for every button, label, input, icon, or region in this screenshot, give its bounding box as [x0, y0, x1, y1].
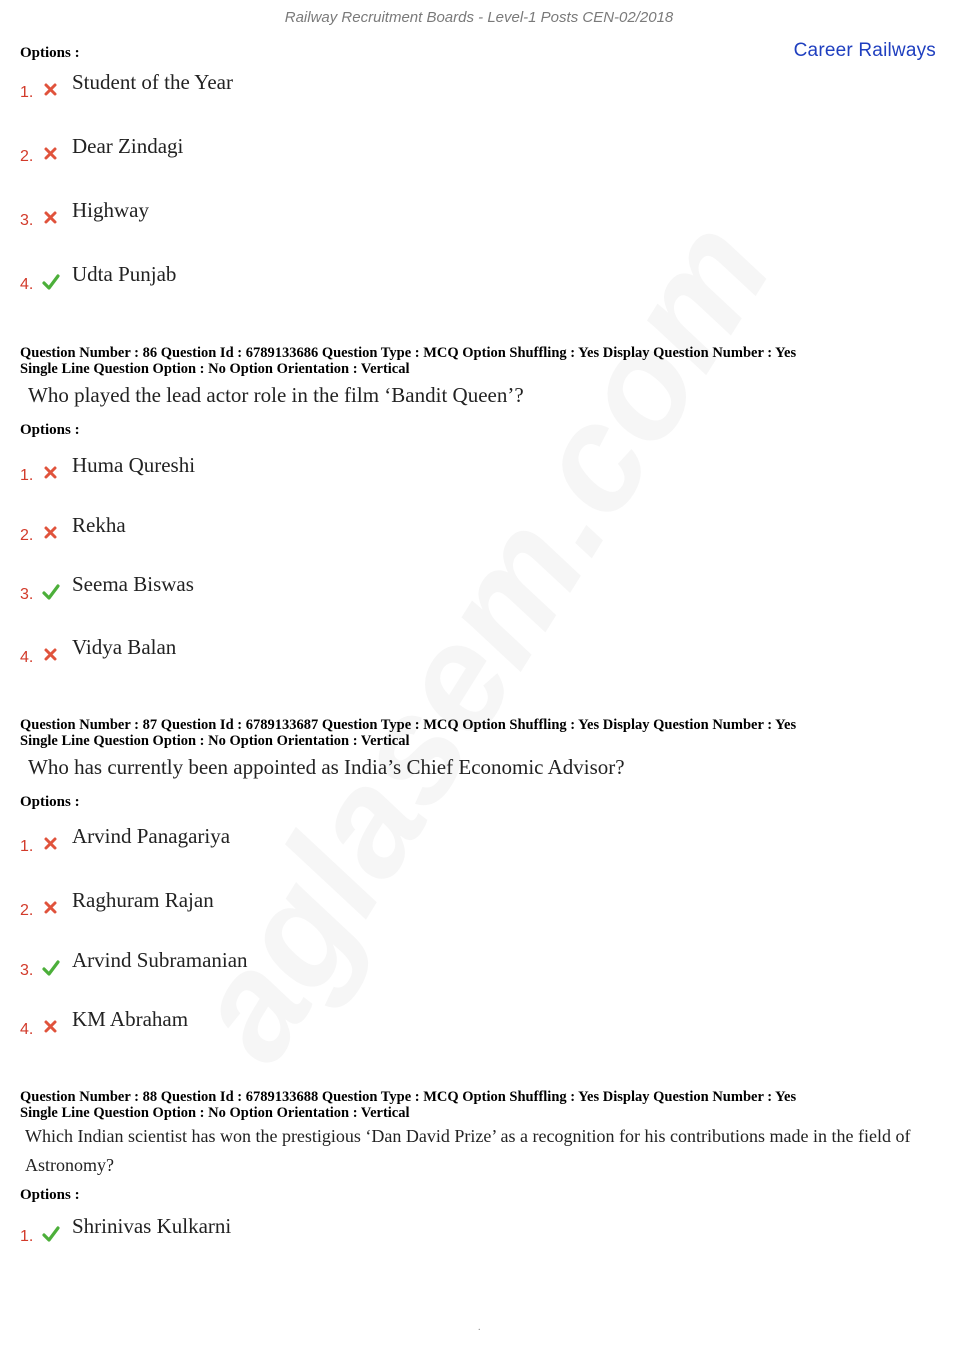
question-text: Which Indian scientist has won the prestigious ‘Dan David Prize’ as a recognition for his contributions made in the field of Astronomy? — [25, 1126, 911, 1175]
check-icon — [42, 959, 60, 977]
brand-label: Career Railways — [793, 40, 936, 61]
question-text: Who has currently been appointed as India’s Chief Economic Advisor? — [28, 755, 625, 779]
option-text: Dear Zindagi — [72, 134, 184, 158]
question-text: Who played the lead actor role in the film ‘Bandit Queen’? — [28, 383, 524, 407]
cross-icon — [42, 646, 60, 664]
option-text: Highway — [72, 198, 149, 222]
option-text: Rekha — [72, 513, 126, 537]
question-meta-line1: Question Number : 88 Question Id : 6789133688 Question Type : MCQ Option Shuffling : Yes Display Question Number : Yes — [20, 1089, 797, 1105]
option-number: 1. — [20, 84, 34, 101]
question-meta — [20, 717, 796, 749]
option-number: 4. — [20, 1021, 34, 1038]
option-text: Raghuram Rajan — [72, 888, 214, 912]
cross-icon — [42, 835, 60, 853]
option-number: 2. — [20, 902, 34, 919]
option-text: Student of the Year — [72, 70, 233, 94]
options-label: Options : — [20, 1187, 80, 1203]
cross-icon — [42, 209, 60, 227]
cross-icon — [42, 1018, 60, 1036]
option-text: Shrinivas Kulkarni — [72, 1214, 232, 1238]
option-number: 3. — [20, 212, 34, 229]
cross-icon — [42, 464, 60, 482]
option-text: Arvind Panagariya — [72, 824, 231, 848]
options-label: Options : — [20, 422, 80, 438]
check-icon — [42, 1225, 60, 1243]
option-text: Huma Qureshi — [72, 453, 196, 477]
question-meta — [20, 345, 796, 377]
option-number: 3. — [20, 586, 34, 603]
cross-icon — [42, 524, 60, 542]
question-meta-line2: Single Line Question Option : No Option Orientation : Vertical — [20, 733, 410, 749]
option-number: 4. — [20, 649, 34, 666]
option-number: 1. — [20, 838, 34, 855]
option-text: Seema Biswas — [72, 572, 194, 596]
option-text: KM Abraham — [72, 1007, 189, 1031]
option-number: 1. — [20, 1228, 34, 1245]
cross-icon — [42, 145, 60, 163]
option-number: 1. — [20, 467, 34, 484]
page-header-title: Railway Recruitment Boards - Level-1 Posts CEN-02/2018 — [284, 9, 674, 26]
option-number: 4. — [20, 276, 34, 293]
option-number: 2. — [20, 148, 34, 165]
question-meta-line1: Question Number : 86 Question Id : 6789133686 Question Type : MCQ Option Shuffling : Yes Display Question Number : Yes — [20, 345, 797, 361]
watermark — [155, 191, 805, 1089]
question-meta-line1: Question Number : 87 Question Id : 6789133687 Question Type : MCQ Option Shuffling : Yes Display Question Number : Yes — [20, 717, 797, 733]
options-label: Options : — [20, 45, 80, 61]
option-text: Udta Punjab — [72, 262, 177, 286]
option-number: 2. — [20, 527, 34, 544]
option-text: Vidya Balan — [72, 635, 177, 659]
check-icon — [42, 273, 60, 291]
cross-icon — [42, 81, 60, 99]
option-number: 3. — [20, 962, 34, 979]
question-meta-line2: Single Line Question Option : No Option Orientation : Vertical — [20, 361, 410, 377]
cross-icon — [42, 899, 60, 917]
check-icon — [42, 583, 60, 601]
footer-mark: . — [478, 1322, 481, 1333]
question-meta — [20, 1089, 796, 1121]
options-label: Options : — [20, 794, 80, 810]
question-meta-line2: Single Line Question Option : No Option Orientation : Vertical — [20, 1105, 410, 1121]
option-text: Arvind Subramanian — [72, 948, 248, 972]
